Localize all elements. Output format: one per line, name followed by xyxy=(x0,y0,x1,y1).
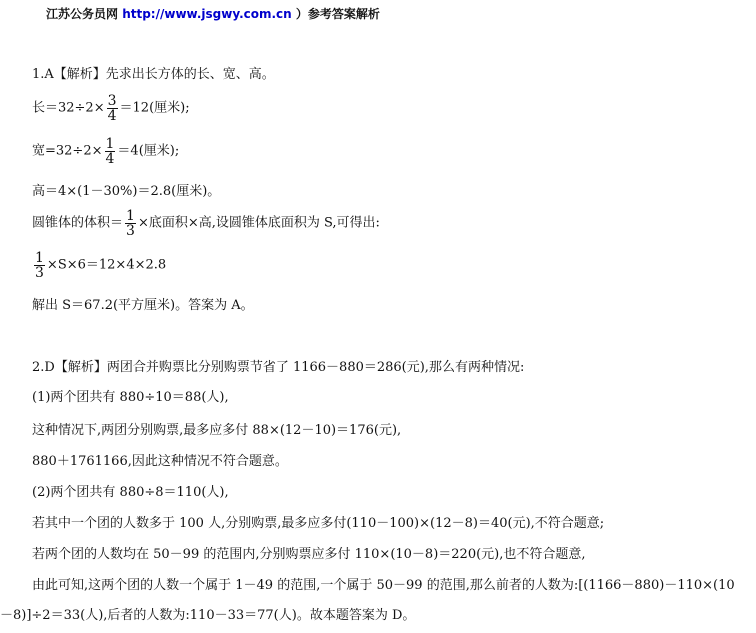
header-suffix: ）参考答案解析 xyxy=(295,7,380,21)
q2-case2: (2)两个团共有 880÷8＝110(人), xyxy=(32,485,229,500)
q2-case1-conclusion: 880＋1761166,因此这种情况不符合题意。 xyxy=(32,454,288,469)
q1-equation-fraction xyxy=(34,251,45,280)
q2-case1: (1)两个团共有 880÷10＝88(人), xyxy=(32,390,229,405)
fraction-numerator: 3 xyxy=(107,93,117,109)
header-site: 江苏公务员网 xyxy=(46,7,119,21)
fraction-numerator: 1 xyxy=(126,208,135,224)
fraction-denominator: 4 xyxy=(107,108,117,124)
fraction-denominator: 3 xyxy=(35,265,44,281)
q1-intro: 1.A【解析】先求出长方体的长、宽、高。 xyxy=(32,67,275,82)
q1-length-line xyxy=(32,94,190,123)
fraction-denominator: 3 xyxy=(126,223,135,239)
q2-intro: 2.D【解析】两团合并购票比分别购票节省了 1166－880＝286(元),那么有两种情况: xyxy=(32,360,525,375)
q1-cone-line xyxy=(32,209,380,238)
q1-height: 高＝4×(1－30%)＝2.8(厘米)。 xyxy=(32,184,221,199)
q1-equation-line xyxy=(32,251,166,280)
q1-width-fraction xyxy=(105,137,116,166)
q1-cone-fraction xyxy=(125,209,136,238)
fraction-denominator: 4 xyxy=(105,151,115,167)
q2-case1-detail: 这种情况下,两团分别购票,最多应多付 88×(12－10)＝176(元), xyxy=(32,423,402,438)
fraction-numerator: 1 xyxy=(35,250,44,266)
q2-final-answer: －8)]÷2＝33(人),后者的人数为:110－33＝77(人)。故本题答案为 D。 xyxy=(0,608,416,623)
q1-width-line xyxy=(32,137,179,166)
fraction-numerator: 1 xyxy=(105,136,115,152)
q2-case2-sub2: 若两个团的人数均在 50－99 的范围内,分别购票应多付 110×(10－8)＝220(元),也不符合题意, xyxy=(32,547,586,562)
q1-length-suffix: ＝12(厘米); xyxy=(119,100,190,116)
q1-length-prefix: 长＝32÷2× xyxy=(32,100,105,116)
q2-case2-sub1: 若其中一个团的人数多于 100 人,分别购票,最多应多付(110－100)×(12－8)＝40(元),不符合题意; xyxy=(32,516,605,531)
q1-width-suffix: ＝4(厘米); xyxy=(117,143,180,159)
q1-length-fraction xyxy=(107,94,118,123)
page-header xyxy=(46,5,380,22)
q1-cone-suffix: ×底面积×高,设圆锥体底面积为 S,可得出: xyxy=(137,215,380,231)
q1-answer: 解出 S＝67.2(平方厘米)。答案为 A。 xyxy=(32,298,254,313)
q1-cone-prefix: 圆锥体的体积＝ xyxy=(32,215,124,231)
q1-equation-suffix: ×S×6＝12×4×2.8 xyxy=(46,257,167,273)
q2-case2-inference: 由此可知,这两个团的人数一个属于 1－49 的范围,一个属于 50－99 的范围,那么前者的人数为:[(1166－880)－110×(10 xyxy=(32,578,735,593)
header-url-link[interactable]: http://www.jsgwy.com.cn xyxy=(122,7,292,21)
q1-width-prefix: 宽=32÷2× xyxy=(32,143,103,159)
